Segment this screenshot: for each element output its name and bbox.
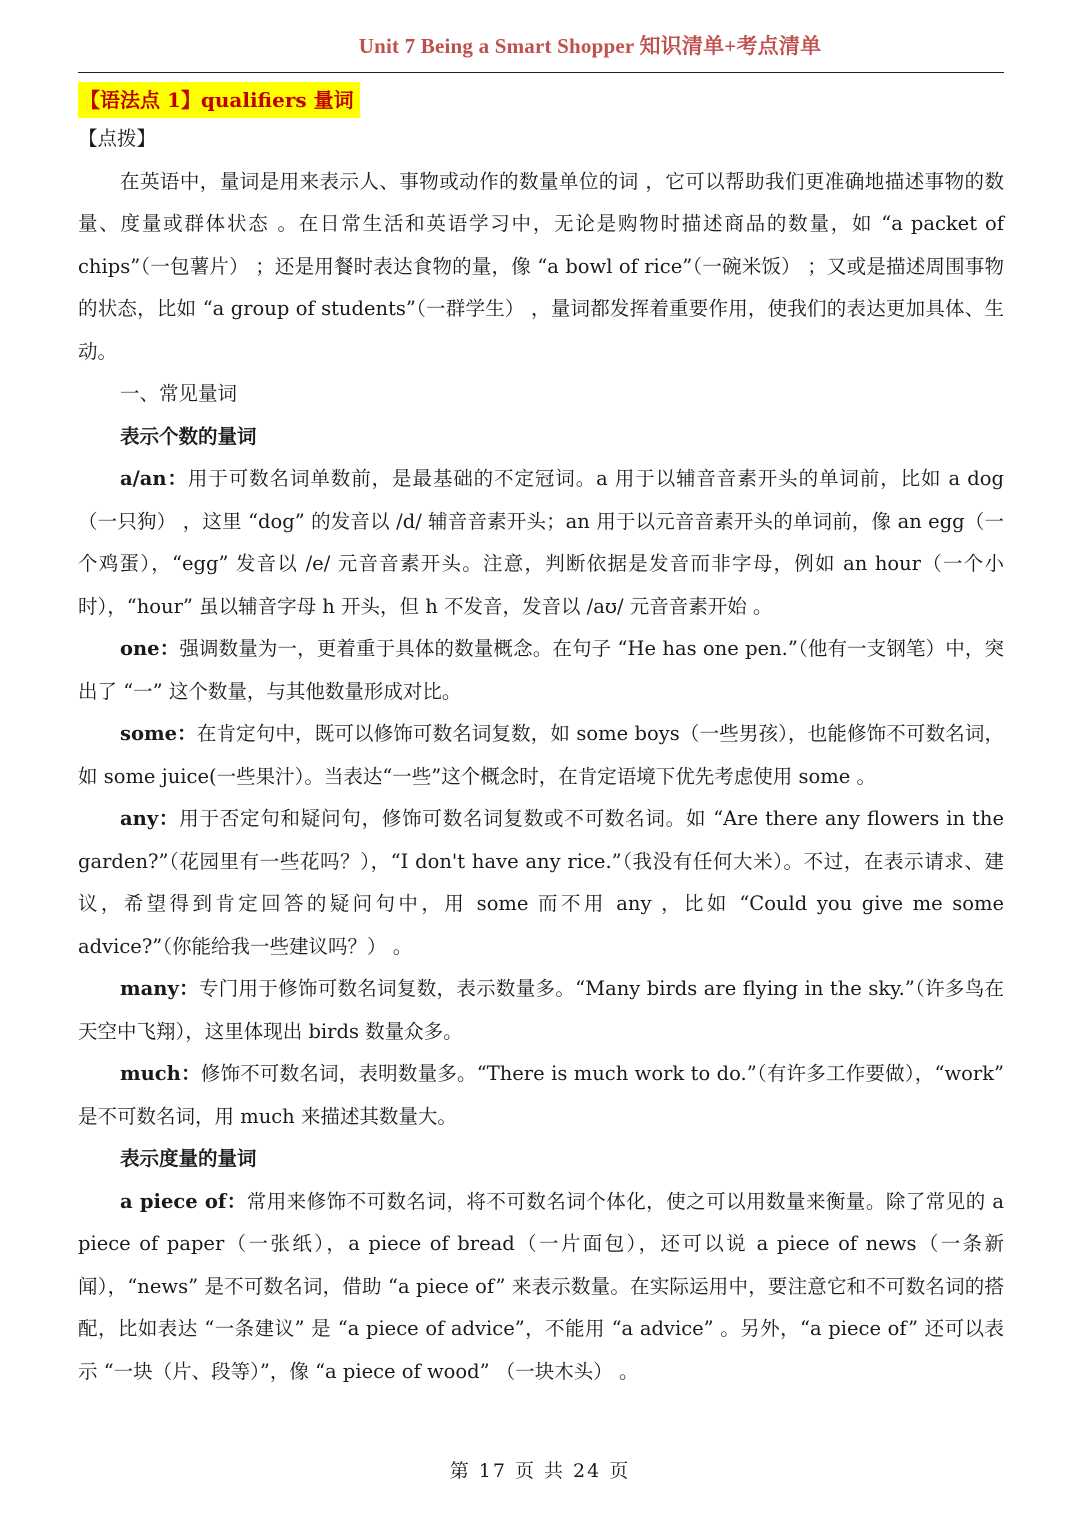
header-divider [78,72,1004,73]
page-content [78,80,1004,1393]
intro-paragraph: 在英语中，量词是用来表示人、事物或动作的数量单位的词 ，它可以帮助我们更准确地描述事物的数量、度量或群体状态 。在日常生活和英语学习中，无论是购物时描述商品的数量，如 “a packet of chips”（一包薯片） ；还是用餐时表达食物的量，像 “a bowl of rice”（一碗米饭） ；又或是描述周围事物的状态，比如 “a group of students”（一群学生） ，量词都发挥着重要作用，使我们的表达更加具体、生动。 [78,169,1004,363]
term-text: 用于否定句和疑问句，修饰可数名词复数或不可数名词。如 “Are there any flowers in the garden?”（花园里有一些花吗？），“I don't have any rice.”（我没有任何大米）。不过，在表示请求、建议，希望得到肯定回答的疑问句中，用 some 而不用 any ，比如 “Could you give me some advice?”（你能给我一些建议吗？） 。 [78,807,1004,958]
term: any： [120,807,180,830]
item-much [78,1053,1004,1138]
term-text: 在肯定句中，既可以修饰可数名词复数，如 some boys（一些男孩），也能修饰不可数名词，如 some juice(一些果汁）。当表达“一些”这个概念时，在肯定语境下优先考虑使用 some 。 [78,722,1005,788]
section-title-wrap [78,80,1004,118]
footer-page-number: 17 [478,1460,507,1482]
footer-total-pages: 24 [573,1460,602,1482]
term-text: 专门用于修饰可数名词复数，表示数量多。“Many birds are flying in the sky.”（许多鸟在天空中飞翔），这里体现出 birds 数量众多。 [78,977,1005,1043]
term: a/an： [120,467,188,490]
count-heading: 表示个数的量词 [120,424,257,448]
page-header [0,30,1080,60]
footer-label-end: 页 [609,1460,631,1482]
term: a piece of： [120,1189,247,1213]
term: much： [120,1062,201,1085]
term: one： [120,637,180,660]
sub-heading: 一、常见量词 [120,382,238,405]
item-a-an [78,458,1004,628]
term-text: 修饰不可数名词，表明数量多。“There is much work to do.”（有许多工作要做），“work” 是不可数名词，用 much 来描述其数量大。 [78,1062,1004,1128]
term-text: 用于可数名词单数前，是最基础的不定冠词。a 用于以辅音音素开头的单词前，比如 a dog（一只狗） ，这里 “dog” 的发音以 /d/ 辅音音素开头；an 用于以元音音素开头的单词前，像 an egg（一个鸡蛋），“egg” 发音以 /e/ 元音音素开头。注意，判断依据是发音而非字母，例如 an hour（一个小时），“hour” 虽以辅音字母 h 开头，但 h 不发音，发音以 /aʊ/ 元音音素开始 。 [78,467,1004,618]
term-text: 强调数量为一，更着重于具体的数量概念。在句子 “He has one pen.”（他有一支钢笔）中，突出了 “一” 这个数量，与其他数量形成对比。 [78,637,1005,703]
tip-label: 【点拨】 [78,127,157,150]
item-any [78,798,1004,968]
term-text: 常用来修饰不可数名词，将不可数名词个体化，使之可以用数量来衡量。除了常见的 a piece of paper（一张纸），a piece of bread（一片面包），还可以说 a piece of news（一条新闻），“news” 是不可数名词，借助 “a piece of” 来表示数量。在实际运用中，要注意它和不可数名词的搭配，比如表达 “一条建议” 是 “a piece of advice”，不能用 “a advice” 。另外，“a piece of” 还可以表示 “一块（片、段等）”，像 “a piece of wood” （一块木头） 。 [78,1189,1004,1383]
header-title: Unit 7 Being a Smart Shopper 知识清单+考点清单 [358,34,822,58]
item-many [78,968,1004,1053]
section-title: 【语法点 1】qualifiers 量词 [78,82,360,118]
footer-label-mid: 页 共 [514,1460,566,1482]
item-some [78,713,1004,798]
term: some： [120,722,197,745]
item-one [78,628,1004,713]
item-a-piece-of [78,1181,1004,1394]
footer-label-page: 第 [449,1460,471,1482]
measure-heading: 表示度量的量词 [120,1147,257,1170]
term: many： [120,977,199,1000]
page-footer [0,1456,1080,1483]
